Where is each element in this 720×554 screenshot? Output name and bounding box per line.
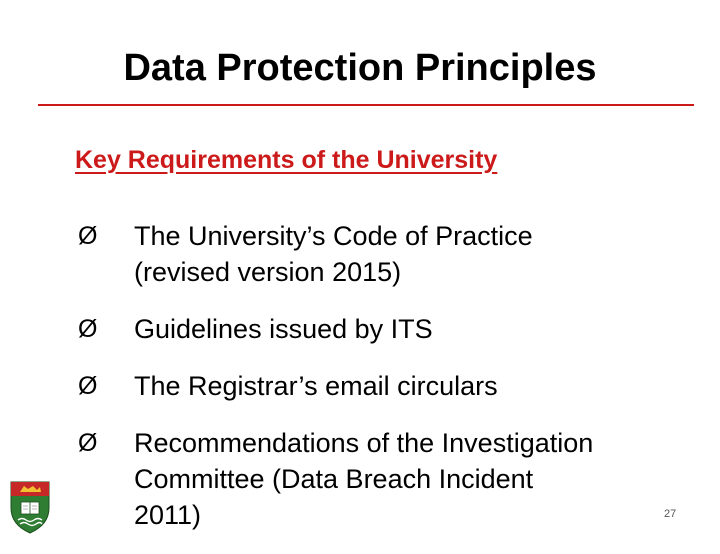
arrow-bullet-icon: Ø bbox=[78, 372, 98, 400]
page-number: 27 bbox=[664, 508, 677, 520]
arrow-bullet-icon: Ø bbox=[78, 429, 98, 457]
bullet-text: Guidelines issued by ITS bbox=[134, 314, 433, 344]
list-item bbox=[78, 425, 698, 533]
bullet-text: The Registrar’s email circulars bbox=[134, 371, 498, 401]
list-item bbox=[78, 368, 698, 404]
list-item bbox=[78, 218, 698, 290]
list-item bbox=[78, 311, 698, 347]
slide-title: Data Protection Principles bbox=[123, 47, 597, 89]
arrow-bullet-icon: Ø bbox=[78, 315, 98, 343]
bullet-text: Recommendations of the Investigation Committee (Data Breach Incident 2011) bbox=[134, 428, 594, 530]
bullet-text: The University’s Code of Practice (revised version 2015) bbox=[134, 221, 533, 287]
section-subheading: Key Requirements of the University bbox=[75, 146, 498, 174]
title-divider bbox=[38, 104, 694, 106]
university-crest-icon bbox=[8, 478, 52, 534]
arrow-bullet-icon: Ø bbox=[78, 222, 98, 250]
bullet-list bbox=[78, 218, 698, 554]
